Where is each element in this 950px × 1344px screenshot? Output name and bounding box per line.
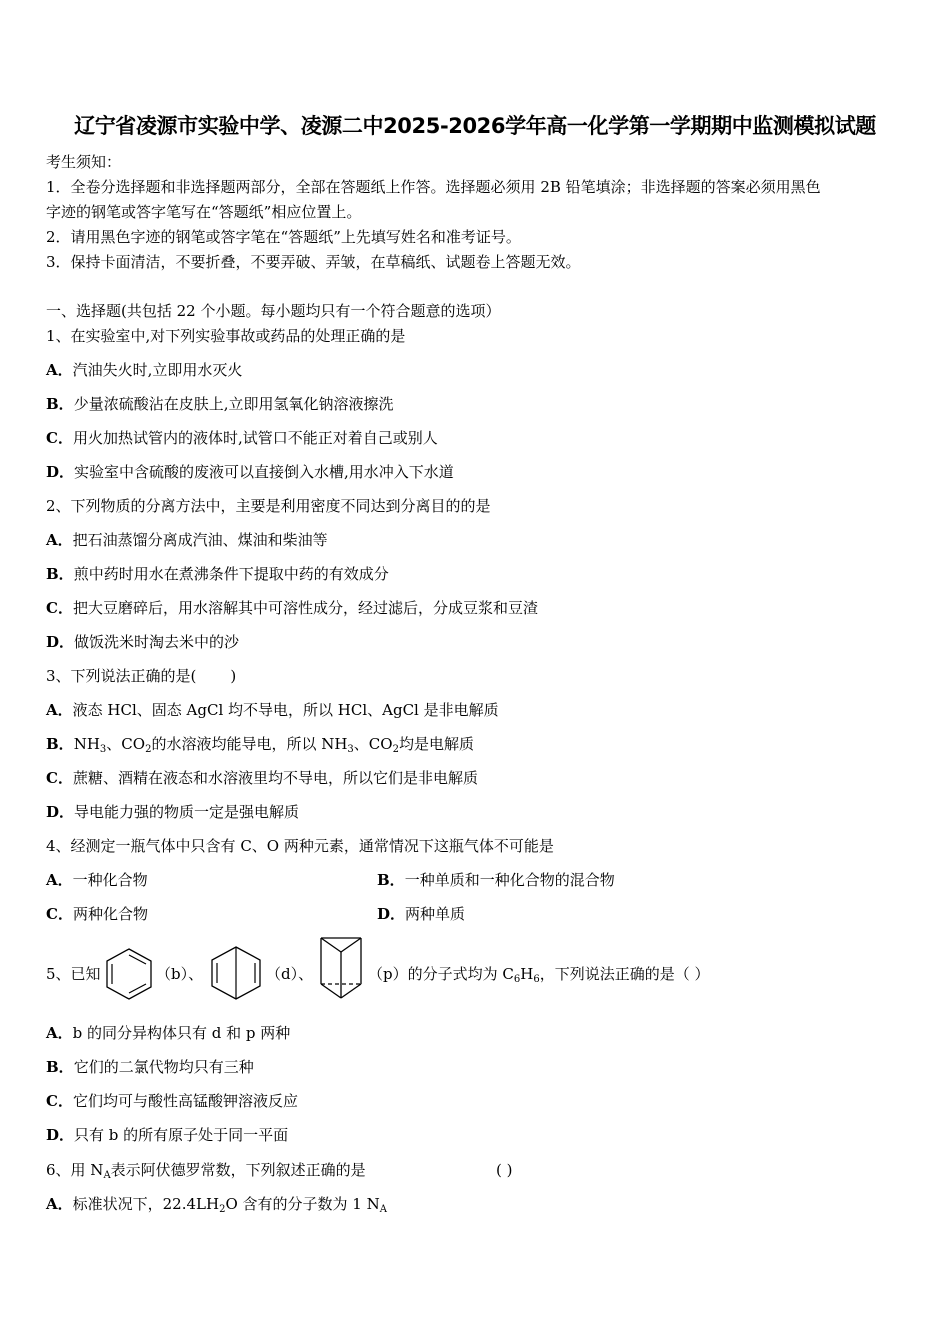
option-letter: A． (46, 361, 73, 379)
option-text: 汽油失火时,立即用水灭火 (72, 361, 243, 379)
option-text: 导电能力强的物质一定是强电解质 (74, 803, 300, 821)
q5-stem-suffix (368, 964, 709, 990)
option-letter: B． (46, 1058, 74, 1076)
q2-option-a (46, 530, 328, 550)
q1-option-c (46, 428, 438, 448)
option-text: 蔗糖、酒精在液态和水溶液里均不导电，所以它们是非电解质 (72, 769, 478, 787)
q4-option-c (46, 904, 148, 924)
option-text: 的水溶液均能导电，所以 NH (151, 735, 348, 753)
option-letter: C． (46, 905, 73, 923)
q3-option-b (46, 734, 474, 760)
subscript: A (379, 1204, 387, 1215)
formula-text: H (520, 965, 534, 983)
subscript: 3 (99, 744, 107, 755)
q3-option-c (46, 768, 478, 788)
notice-item-3: 3．保持卡面清洁，不要折叠，不要弄破、弄皱，在草稿纸、试题卷上答题无效。 (46, 253, 581, 271)
option-text: 做饭洗米时淘去米中的沙 (74, 633, 240, 651)
q4-option-a (46, 870, 148, 890)
q3-option-d (46, 802, 299, 822)
q3-stem-close: ) (230, 667, 237, 685)
subscript: 2 (392, 744, 399, 755)
option-letter: A． (46, 871, 73, 889)
option-text: 两种化合物 (72, 905, 148, 923)
q3-stem-text: 3、下列说法正确的是( (46, 667, 197, 685)
dewar-benzene-structure-d (208, 943, 264, 1003)
option-text: 实验室中含硫酸的废液可以直接倒入水槽,用水冲入下水道 (74, 463, 454, 481)
benzene-structure-b (102, 945, 156, 1003)
option-letter: A． (46, 1195, 73, 1213)
q6-stem-text: 表示阿伏德罗常数，下列叙述正确的是 (110, 1161, 366, 1179)
option-letter: D． (46, 803, 75, 821)
q5-option-c (46, 1091, 298, 1111)
q1-stem: 1、在实验室中,对下列实验事故或药品的处理正确的是 (46, 327, 406, 345)
q5-option-d (46, 1125, 288, 1145)
q6-stem (46, 1160, 366, 1186)
subscript: A (103, 1170, 111, 1181)
option-letter: B． (46, 565, 74, 583)
q5-option-a (46, 1023, 290, 1043)
option-text: 它们均可与酸性高锰酸钾溶液反应 (72, 1092, 298, 1110)
option-text: 只有 b 的所有原子处于同一平面 (74, 1126, 289, 1144)
option-text: b 的同分异构体只有 d 和 p 两种 (72, 1024, 291, 1042)
option-letter: D． (46, 633, 75, 651)
option-letter: B． (46, 395, 74, 413)
section-heading: 一、选择题(共包括 22 个小题。每小题均只有一个符合题意的选项） (46, 302, 501, 320)
notice-heading: 考生须知： (46, 153, 122, 171)
option-text: 煎中药时用水在煮沸条件下提取中药的有效成分 (73, 565, 389, 583)
option-text: 一种单质和一种化合物的混合物 (404, 871, 615, 889)
option-letter: A． (46, 701, 73, 719)
q5-option-b (46, 1057, 254, 1077)
option-text: 液态 HCl、固态 AgCl 均不导电，所以 HCl、AgCl 是非电解质 (72, 701, 499, 719)
option-letter: C． (46, 599, 73, 617)
notice-item-1-line-2: 字迹的钢笔或答字笔写在“答题纸”相应位置上。 (46, 203, 362, 221)
q3-stem (46, 666, 236, 686)
q5-label-d: （d）、 (266, 965, 314, 983)
option-text: 、CO (106, 735, 146, 753)
page-title: 辽宁省凌源市实验中学、凌源二中2025-2026学年高一化学第一学期期中监测模拟试题 (74, 114, 876, 138)
option-text: 一种化合物 (72, 871, 148, 889)
q2-option-c (46, 598, 538, 618)
option-text: 、CO (353, 735, 393, 753)
option-letter: A． (46, 1024, 73, 1042)
q4-option-b (377, 870, 615, 890)
option-letter: C． (46, 1092, 73, 1110)
option-letter: B． (377, 871, 405, 889)
q1-option-b (46, 394, 393, 414)
option-text: NH (73, 735, 100, 753)
option-text: 标准状况下，22.4LH (72, 1195, 220, 1213)
q6-option-a (46, 1194, 387, 1220)
q5-stem-prefix: 5、已知 (46, 965, 101, 983)
option-text: 把大豆磨碎后，用水溶解其中可溶性成分，经过滤后，分成豆浆和豆渣 (72, 599, 538, 617)
q6-stem-text: 6、用 N (46, 1161, 104, 1179)
q1-option-d (46, 462, 454, 482)
option-letter: C． (46, 769, 73, 787)
subscript: 3 (347, 744, 354, 755)
q2-option-b (46, 564, 389, 584)
option-letter: A． (46, 531, 73, 549)
q5-label-p: （p）的分子式均为 C (368, 965, 514, 983)
option-letter: C． (46, 429, 73, 447)
option-text: O 含有的分子数为 1 N (225, 1195, 380, 1213)
option-text: 用火加热试管内的液体时,试管口不能正对着自己或别人 (72, 429, 438, 447)
q5-stem-end: ，下列说法正确的是（ ） (539, 965, 710, 983)
notice-item-2: 2．请用黑色字迹的钢笔或答字笔在“答题纸”上先填写姓名和准考证号。 (46, 228, 521, 246)
subscript: 6 (533, 974, 540, 985)
q3-option-a (46, 700, 499, 720)
option-letter: D． (377, 905, 406, 923)
option-letter: D． (46, 463, 75, 481)
subscript: 2 (145, 744, 152, 755)
option-text: 少量浓硫酸沾在皮肤上,立即用氢氧化钠溶液擦洗 (73, 395, 394, 413)
subscript: 2 (219, 1204, 226, 1215)
option-text: 它们的二氯代物均只有三种 (73, 1058, 254, 1076)
q5-label-b: （b）、 (156, 965, 204, 983)
q4-option-d (377, 904, 465, 924)
notice-item-1-line-1: 1．全卷分选择题和非选择题两部分，全部在答题纸上作答。选择题必须用 2B 铅笔填涂；非选择题的答案必须用黑色 (46, 178, 821, 196)
option-letter: D． (46, 1126, 75, 1144)
option-text: 两种单质 (405, 905, 466, 923)
option-text: 把石油蒸馏分离成汽油、煤油和柴油等 (72, 531, 328, 549)
prismane-structure-p (318, 934, 364, 1004)
q2-option-d (46, 632, 239, 652)
q4-stem: 4、经测定一瓶气体中只含有 C、O 两种元素，通常情况下这瓶气体不可能是 (46, 837, 554, 855)
option-text: 均是电解质 (398, 735, 474, 753)
q6-answer-paren: ( ) (496, 1161, 513, 1179)
q1-option-a (46, 360, 242, 380)
q2-stem: 2、下列物质的分离方法中，主要是利用密度不同达到分离目的的是 (46, 497, 491, 515)
subscript: 6 (513, 974, 521, 985)
option-letter: B． (46, 735, 74, 753)
